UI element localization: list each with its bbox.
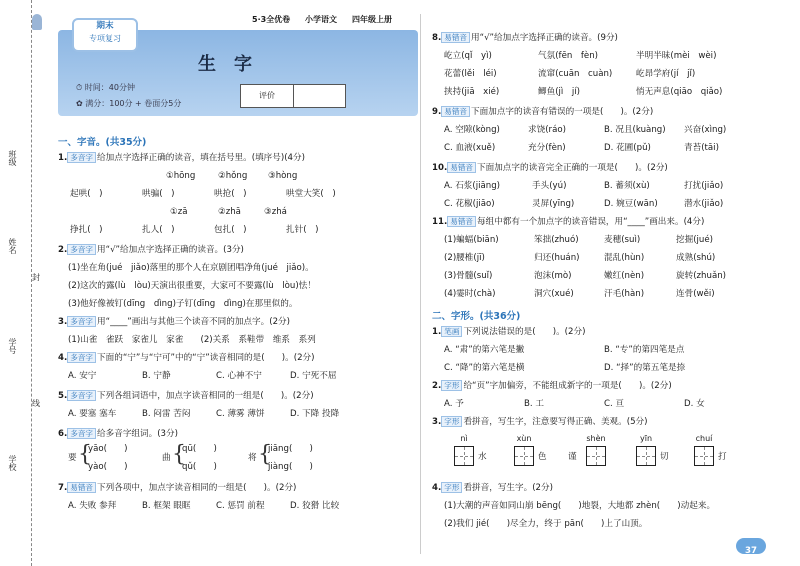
q9-item: D. 花圃(pǔ): [604, 143, 651, 153]
page-number-badge: [736, 538, 766, 554]
q10-item: 打扰(jiǎo): [684, 181, 724, 191]
q2-line1: (1)坐在角(jué jiǎo)落里的那个人在京剧团唱净角(jué jiǎo)。: [68, 263, 314, 273]
q1-opt-b3: ③zhá: [264, 207, 287, 217]
q10-text: 下面加点字的读音完全正确的一项是( )。(2分): [477, 163, 668, 173]
q22-option: B. 工: [524, 399, 544, 409]
q9-item: 青苔(tāi): [684, 143, 719, 153]
q1-opt-a1: ①hōng: [166, 171, 196, 181]
q21-option: C. “降”的第六笔是横: [444, 363, 525, 373]
header-grade: 四年级上册: [352, 15, 392, 24]
q23-char: 色: [538, 452, 547, 462]
q11-item: 汗毛(hàn): [604, 289, 645, 299]
q11-item: (4)霎时(chà): [444, 289, 496, 299]
q24-number: 4.: [432, 483, 442, 493]
q5-tag: 多音字: [67, 390, 96, 401]
q6-jiang1: jiāng( ): [268, 444, 313, 454]
q11-item: 归还(huán): [534, 253, 580, 263]
q11-item: 嫩红(nèn): [604, 271, 645, 281]
q11-item: 麦穗(suì): [604, 235, 641, 245]
q21-option: A. “肃”的第六笔是撇: [444, 345, 525, 355]
q22-option: D. 女: [684, 399, 705, 409]
q1-item: 哄抢( ): [214, 189, 247, 199]
q11-number: 11.: [432, 217, 448, 227]
q1-stem: [58, 152, 305, 164]
q1-item: 哄堂大笑( ): [286, 189, 336, 199]
q11-item: (2)腰椎(jī): [444, 253, 485, 263]
section2-title: 二、字形。(共36分): [432, 311, 521, 322]
q22-number: 2.: [432, 381, 442, 391]
q7-option: C. 惩罚 前程: [216, 501, 265, 511]
margin-label-seal: 封: [32, 273, 40, 282]
writing-box[interactable]: [586, 446, 606, 466]
q11-item: 成熟(shú): [676, 253, 716, 263]
q10-item: 手头(yú): [532, 181, 567, 191]
q5-option: B. 闷雷 苦闷: [142, 409, 191, 419]
q8-item: 屹立(qǐ yì): [444, 51, 492, 61]
q22-tag: 字形: [441, 380, 462, 391]
q6-tag: 多音字: [67, 428, 96, 439]
q8-text: 用“√”给加点字选择正确的读音。(9分): [471, 33, 618, 43]
page-number: 37: [745, 546, 757, 556]
q10-item: D. 婉豆(wān): [604, 199, 658, 209]
writing-box[interactable]: [636, 446, 656, 466]
q4-option: C. 心神不宁: [216, 371, 262, 381]
q9-number: 9.: [432, 107, 442, 117]
q21-number: 1.: [432, 327, 442, 337]
q5-option: C. 薄雾 薄饼: [216, 409, 265, 419]
q22-option: A. 予: [444, 399, 464, 409]
q21-option: B. “专”的第四笔是点: [604, 345, 685, 355]
q23-char: 切: [660, 452, 669, 462]
q11-item: 笨拙(zhuó): [534, 235, 579, 245]
q9-text: 下面加点字的读音有错误的一项是( )。(2分): [471, 107, 654, 117]
q7-stem: [58, 482, 296, 494]
q21-tag: 笔画: [441, 326, 462, 337]
writing-box[interactable]: [454, 446, 474, 466]
q10-item: 灵屏(yīng): [532, 199, 575, 209]
time-label: ⏱ 时间：40分钟: [76, 83, 135, 92]
q22-text: 给“页”字加偏旁，不能组成新字的一项是( )。(2分): [463, 381, 672, 391]
q21-text: 下列说法错误的是( )。(2分): [463, 327, 586, 337]
q6-text: 给多音字组词。(3分): [97, 429, 178, 439]
q5-text: 下列各组词语中，加点字读音相同的一组是( )。(2分): [97, 391, 314, 401]
q9-item: 充分(fèn): [528, 143, 566, 153]
q1-opt-b2: ②zhā: [218, 207, 241, 217]
q11-tag: 易错音: [447, 216, 476, 227]
q4-option: B. 宁静: [142, 371, 171, 381]
q1-text: 给加点字选择正确的读音，填在括号里。(填序号)(4分): [97, 153, 305, 163]
q11-item: 挖掘(jué): [676, 235, 714, 245]
q2-number: 2.: [58, 245, 68, 255]
q24-tag: 字形: [441, 482, 462, 493]
q4-option: D. 宁死不屈: [290, 371, 337, 381]
badge-line2: 专项复习: [89, 34, 121, 43]
brace: {: [258, 442, 272, 467]
q9-tag: 易错音: [441, 106, 470, 117]
writing-box[interactable]: [694, 446, 714, 466]
q9-item: C. 血液(xuě): [444, 143, 496, 153]
q1-number: 1.: [58, 153, 68, 163]
q8-tag: 易错音: [441, 32, 470, 43]
q3-tag: 多音字: [67, 316, 96, 327]
evaluation-box: [240, 84, 346, 108]
q6-qu2: qǔ( ): [182, 462, 217, 472]
q6-char-yao: 要: [68, 453, 77, 463]
q21-stem: [432, 326, 585, 338]
q7-option: D. 狡猾 比较: [290, 501, 340, 511]
column-divider: [420, 14, 421, 554]
q7-text: 下列各项中，加点字读音相同的一组是( )。(2分): [97, 483, 297, 493]
q7-number: 7.: [58, 483, 68, 493]
q10-item: C. 花椒(jiāo): [444, 199, 495, 209]
q24-stem: [432, 482, 553, 494]
q8-item: 流窜(cuān cuàn): [538, 69, 613, 79]
q5-option: D. 下降 投降: [290, 409, 340, 419]
q9-item: 求饶(ráo): [528, 125, 566, 135]
q22-option: C. 亘: [604, 399, 625, 409]
q24-line2: (2)我们 jié( )尽全力，终于 pān( )上了山顶。: [444, 519, 648, 529]
header-subject: 小学语文: [305, 15, 337, 24]
evaluation-label: 评价: [241, 85, 294, 107]
q4-tag: 多音字: [67, 352, 96, 363]
score-label: ✿ 满分：100分 + 卷面分5分: [76, 99, 182, 108]
q24-text: 看拼音，写生字。(2分): [463, 483, 553, 493]
q10-stem: [432, 162, 668, 174]
q10-tag: 易错音: [447, 162, 476, 173]
q7-option: B. 框架 眼眶: [142, 501, 191, 511]
q10-item: 潜水(jiǎo): [684, 199, 724, 209]
margin-label-name: 姓名: [8, 238, 17, 254]
header-series: 5·3全优卷: [252, 15, 291, 24]
q1-opt-b1: ①zā: [170, 207, 188, 217]
q23-char: 水: [478, 452, 487, 462]
q8-item: 悄无声息(qiāo qiǎo): [636, 87, 723, 97]
q6-yao1: yāo( ): [88, 444, 128, 454]
q10-item: A. 石浆(jiāng): [444, 181, 501, 191]
q21-option: D. “择”的第五笔是捺: [604, 363, 686, 373]
q24-line1: (1)大潮的声音如同山崩 bēng( )地裂，大地都 zhèn( )动起来。: [444, 501, 716, 511]
q1-item: 挣扎( ): [70, 225, 103, 235]
q11-item: 洞穴(xué): [534, 289, 574, 299]
badge: [72, 18, 138, 52]
q23-pinyin: nì: [460, 434, 468, 443]
q1-opt-a3: ③hòng: [268, 171, 298, 181]
writing-box[interactable]: [514, 446, 534, 466]
q10-item: B. 蓄须(xù): [604, 181, 650, 191]
q23-stem: [432, 416, 648, 428]
q5-option: A. 要塞 塞车: [68, 409, 117, 419]
q1-item: 哄骗( ): [142, 189, 175, 199]
q3-line1: (1)山雀 雀跃 家雀儿 家雀 (2)关系 系鞋带 维系 系列: [68, 335, 316, 345]
badge-line1: 期末: [96, 21, 114, 31]
q4-text: 下面的“宁”与“宁可”中的“宁”读音相同的是( )。(2分): [97, 353, 315, 363]
margin-label-class: 班级: [8, 150, 17, 166]
section1-title: 一、字音。(共35分): [58, 137, 147, 148]
q5-number: 5.: [58, 391, 68, 401]
q2-stem: [58, 244, 244, 256]
q8-number: 8.: [432, 33, 442, 43]
q11-item: 泡沫(mò): [534, 271, 572, 281]
q3-number: 3.: [58, 317, 68, 327]
brace: {: [172, 442, 186, 467]
q6-number: 6.: [58, 429, 68, 439]
q8-item: 半明半昧(mèi wèi): [636, 51, 717, 61]
rocket-icon: [32, 14, 42, 30]
q9-item: A. 空隙(kòng): [444, 125, 500, 135]
q23-number: 3.: [432, 417, 442, 427]
q9-item: B. 况且(kuàng): [604, 125, 666, 135]
q1-item: 扎针( ): [286, 225, 319, 235]
q9-stem: [432, 106, 653, 118]
q6-stem: [58, 428, 178, 440]
q6-qu1: qū( ): [182, 444, 217, 454]
q7-tag: 易错音: [67, 482, 96, 493]
q1-item: 扎人( ): [142, 225, 175, 235]
q6-yao2: yào( ): [88, 462, 128, 472]
q5-stem: [58, 390, 314, 402]
q8-stem: [432, 32, 618, 44]
q7-option: A. 失败 参拜: [68, 501, 117, 511]
q11-item: 混乱(hùn): [604, 253, 645, 263]
q11-item: (1)蝙蝠(biān): [444, 235, 499, 245]
q11-item: 连骨(wěi): [676, 289, 715, 299]
q10-number: 10.: [432, 163, 448, 173]
q8-item: 屹昂学府(jí jǐ): [636, 69, 696, 79]
q11-item: 旋转(zhuǎn): [676, 271, 727, 281]
brace: {: [78, 442, 92, 467]
q8-item: 花蕾(lěi léi): [444, 69, 497, 79]
q3-text: 用“____”画出与其他三个读音不同的加点字。(2分): [97, 317, 290, 327]
q23-pinyin: chuí: [695, 434, 713, 443]
q1-item: 包扎( ): [214, 225, 247, 235]
q23-char: 打: [718, 452, 727, 462]
q1-opt-a2: ②hǒng: [218, 171, 248, 181]
q23-text: 看拼音，写生字，注意要写得正确、美观。(5分): [463, 417, 648, 427]
q3-stem: [58, 316, 290, 328]
q22-stem: [432, 380, 672, 392]
q8-item: 鲫鱼(jì jí): [538, 87, 581, 97]
q4-number: 4.: [58, 353, 68, 363]
q11-text: 每组中都有一个加点字的读音错误，用“____”画出来。(4分): [477, 217, 705, 227]
q6-jiang2: jiàng( ): [268, 462, 313, 472]
q6-char-jiang: 将: [248, 453, 257, 463]
q23-pinyin: shèn: [586, 434, 606, 443]
q9-item: 兴奋(xìng): [684, 125, 727, 135]
q2-line2: (2)这次的露(lù lòu)天演出很重要，大家可不要露(lù lòu)怯！: [68, 281, 316, 291]
q11-stem: [432, 216, 704, 228]
q8-item: 气氛(fēn fèn): [538, 51, 599, 61]
q11-item: (3)骨髓(suǐ): [444, 271, 493, 281]
q1-tag: 多音字: [67, 152, 96, 163]
margin-label-number: 学号: [8, 338, 17, 354]
q23-pinyin: yīn: [639, 434, 653, 443]
q1-item: 起哄( ): [70, 189, 103, 199]
page-title: 生 字: [198, 54, 252, 75]
q4-stem: [58, 352, 315, 364]
q2-line3: (3)他好像被钉(dīng dìng)子钉(dīng dìng)在那里似的。: [68, 299, 298, 309]
q23-char: 谨: [568, 452, 577, 462]
q6-char-qu: 曲: [162, 453, 171, 463]
q2-text: 用“√”给加点字选择正确的读音。(3分): [97, 245, 244, 255]
q2-tag: 多音字: [67, 244, 96, 255]
q4-option: A. 安宁: [68, 371, 97, 381]
margin-label-line: 线: [32, 399, 40, 408]
q8-item: 挟持(jiā xié): [444, 87, 500, 97]
q23-tag: 字形: [441, 416, 462, 427]
q23-pinyin: xùn: [516, 434, 532, 443]
margin-label-school: 学校: [8, 455, 17, 471]
